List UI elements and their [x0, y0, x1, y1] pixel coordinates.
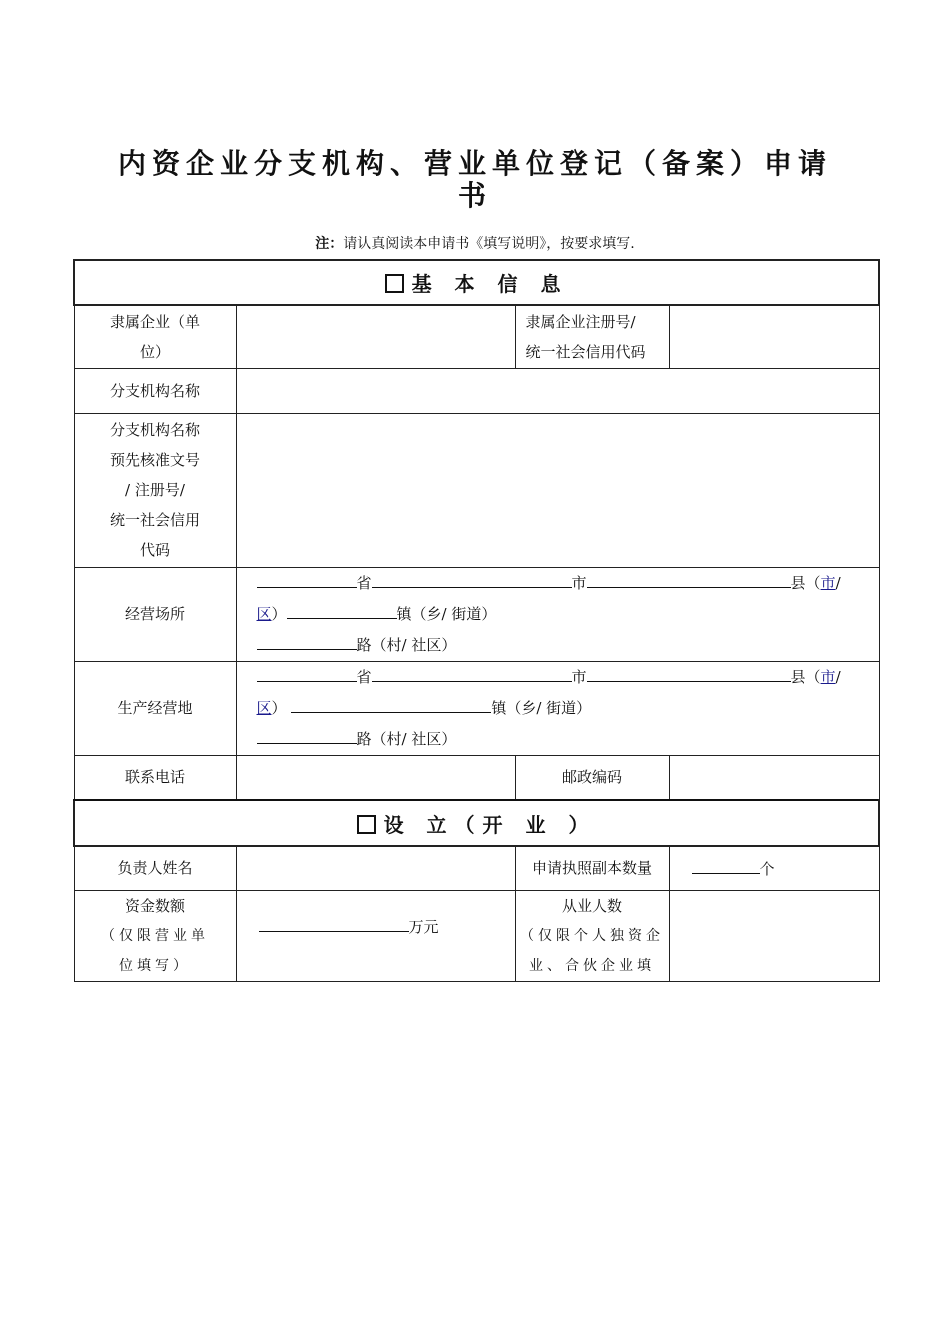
town-label: 镇（乡/ 街道）	[491, 698, 592, 717]
slash: /	[835, 573, 841, 592]
town-blank[interactable]	[287, 602, 397, 619]
district-link[interactable]: 区	[256, 698, 272, 717]
employees-note: （仅限个人独资企	[520, 927, 664, 944]
pre-approval-line: 分支机构名称	[109, 421, 200, 439]
note	[0, 233, 950, 253]
basic-info-checkbox[interactable]	[385, 274, 404, 293]
parent-reg-label	[515, 305, 669, 368]
town-blank[interactable]	[291, 696, 491, 713]
pre-approval-line: 预先核准文号	[109, 451, 200, 469]
branch-name-label: 分支机构名称	[74, 368, 236, 413]
city-link[interactable]: 市	[820, 667, 836, 686]
premises-address[interactable]	[236, 567, 879, 661]
phone-field[interactable]	[236, 755, 515, 800]
parent-company-label-line2: 位）	[139, 342, 170, 361]
city-label: 市	[571, 573, 587, 592]
county-blank[interactable]	[587, 665, 791, 682]
pre-approval-label	[74, 413, 236, 567]
county-label: 县（	[790, 573, 821, 592]
setup-header	[74, 800, 879, 846]
production-label: 生产经营地	[74, 661, 236, 755]
parent-reg-label-line2: 统一社会信用代码	[525, 342, 646, 361]
parent-reg-field[interactable]	[669, 305, 879, 368]
manager-field[interactable]	[236, 846, 515, 890]
employees-label: 从业人数	[561, 896, 622, 915]
note-text: 请认真阅读本申请书《填写说明》，按要求填写.	[343, 236, 635, 252]
province-blank[interactable]	[257, 571, 357, 588]
employees-note: 业、合伙企业填	[529, 957, 655, 974]
capital-note: （仅限营业单	[101, 927, 209, 944]
paren-close: ）	[271, 698, 287, 717]
road-label: 路（村/ 社区）	[356, 635, 457, 654]
district-link[interactable]: 区	[256, 604, 272, 623]
province-label: 省	[356, 667, 372, 686]
production-address[interactable]	[236, 661, 879, 755]
parent-company-field[interactable]	[236, 305, 515, 368]
setup-checkbox[interactable]	[357, 815, 376, 834]
capital-field[interactable]	[236, 890, 515, 981]
pre-approval-line: / 注册号/	[125, 481, 185, 499]
capital-unit: 万元	[408, 917, 439, 936]
copies-blank[interactable]	[692, 857, 760, 874]
county-blank[interactable]	[587, 571, 791, 588]
employees-field[interactable]	[669, 890, 879, 981]
city-link[interactable]: 市	[820, 573, 836, 592]
document-title: 内资企业分支机构、营业单位登记（备案）申请书	[117, 147, 832, 212]
town-label: 镇（乡/ 街道）	[396, 604, 497, 623]
employees-label-cell	[515, 890, 669, 981]
province-label: 省	[356, 573, 372, 592]
county-label: 县（	[790, 667, 821, 686]
parent-company-label	[74, 305, 236, 368]
parent-company-label-line1: 隶属企业（单	[109, 312, 200, 331]
application-form	[73, 259, 878, 974]
basic-info-title: 基 本 信 息	[411, 272, 569, 296]
note-label: 注：	[315, 236, 344, 252]
road-label: 路（村/ 社区）	[356, 729, 457, 748]
pre-approval-field[interactable]	[236, 413, 879, 567]
capital-label-cell	[74, 890, 236, 981]
road-blank[interactable]	[257, 727, 357, 744]
paren-close: ）	[271, 604, 287, 623]
pre-approval-line: 统一社会信用	[109, 511, 200, 529]
pre-approval-line: 代码	[139, 541, 170, 559]
road-blank[interactable]	[257, 633, 357, 650]
city-blank[interactable]	[372, 571, 572, 588]
capital-blank[interactable]	[259, 915, 409, 932]
city-blank[interactable]	[372, 665, 572, 682]
slash: /	[835, 667, 841, 686]
parent-reg-label-line1: 隶属企业注册号/	[525, 312, 636, 331]
postal-label: 邮政编码	[515, 755, 669, 800]
copies-field[interactable]	[669, 846, 879, 890]
manager-label: 负责人姓名	[74, 846, 236, 890]
copies-label: 申请执照副本数量	[515, 846, 669, 890]
basic-info-header	[74, 260, 879, 305]
branch-name-field[interactable]	[236, 368, 879, 413]
copies-unit: 个	[759, 860, 775, 879]
province-blank[interactable]	[257, 665, 357, 682]
phone-label: 联系电话	[74, 755, 236, 800]
capital-note: 位填写）	[119, 957, 191, 974]
postal-field[interactable]	[669, 755, 879, 800]
capital-label: 资金数额	[124, 896, 185, 915]
premises-label: 经营场所	[74, 567, 236, 661]
city-label: 市	[571, 667, 587, 686]
setup-title: 设 立（开 业 ）	[383, 812, 597, 837]
